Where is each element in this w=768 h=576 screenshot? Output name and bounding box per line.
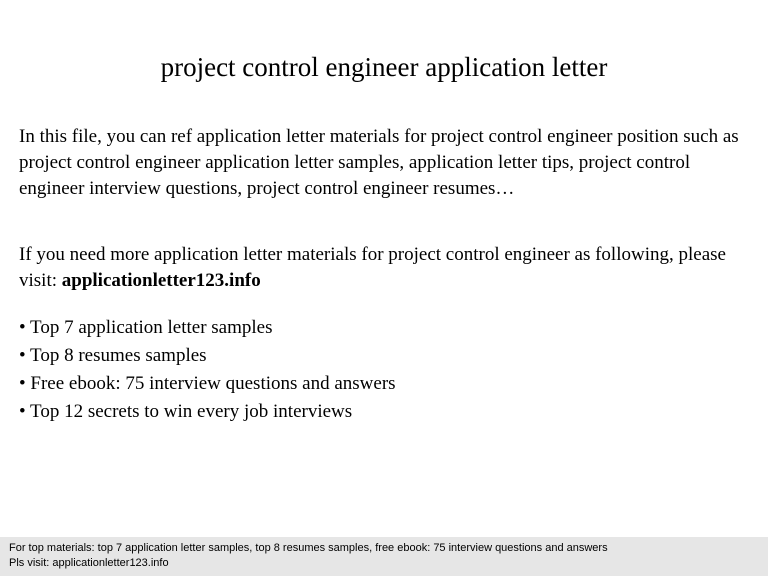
page-title: project control engineer application letter (160, 52, 608, 82)
footer-bar (0, 537, 768, 576)
list-item: • Free ebook: 75 interview questions and answers (19, 373, 396, 394)
visit-paragraph (19, 242, 754, 294)
visit-text: If you need more application letter materials for project control engineer as following, please visit: (19, 244, 726, 291)
footer-line-materials: For top materials: top 7 application letter samples, top 8 resumes samples, free ebook: 75 interview questions and answers (9, 542, 608, 554)
list-item: • Top 8 resumes samples (19, 345, 207, 366)
resource-list (19, 314, 396, 426)
list-item: • Top 7 application letter samples (19, 317, 273, 338)
site-link[interactable]: applicationletter123.info (61, 270, 261, 291)
list-item: • Top 12 secrets to win every job interviews (19, 401, 353, 422)
intro-paragraph: In this file, you can ref application letter materials for project control engineer position such as project control engineer application letter samples, application letter tips, project control engineer interview questions, project control engineer resumes… (19, 126, 739, 199)
footer-line-visit: Pls visit: applicationletter123.info (9, 557, 169, 569)
